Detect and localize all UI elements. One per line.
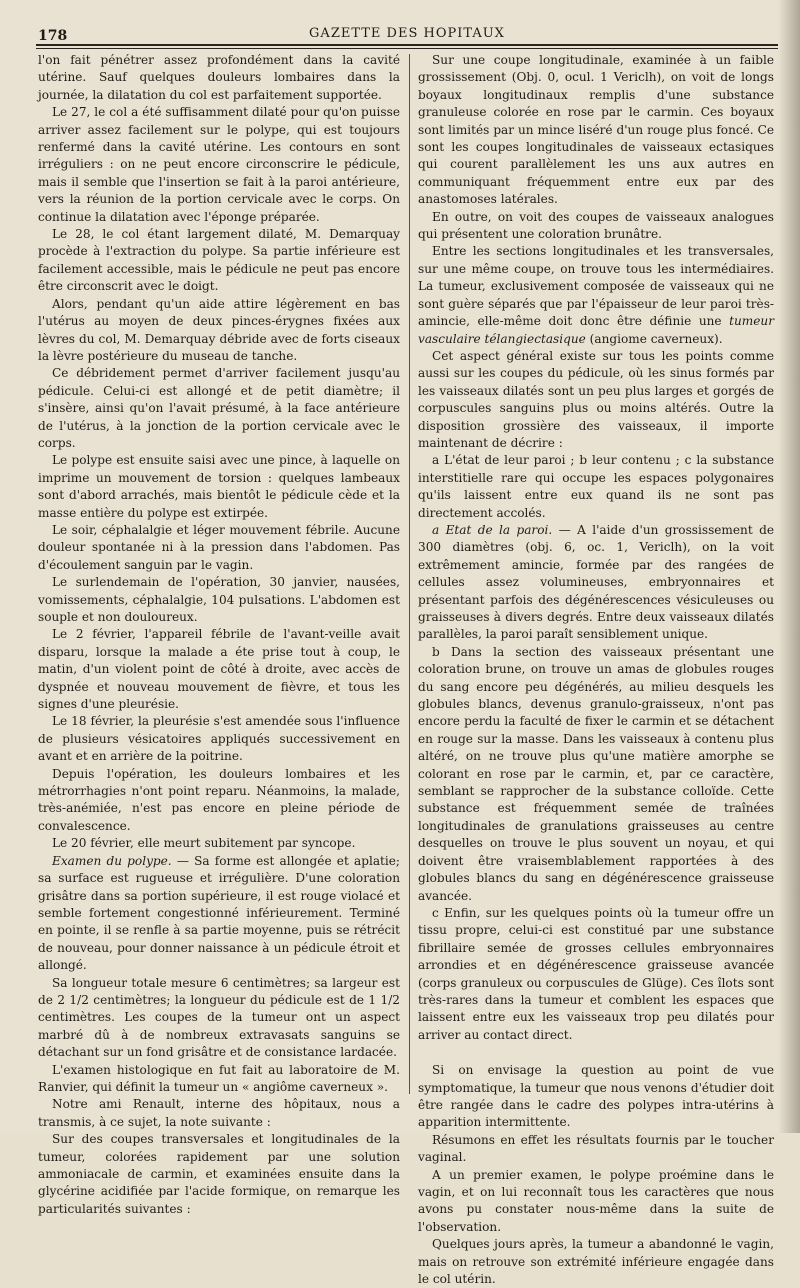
paragraph bbox=[418, 452, 774, 522]
paragraph bbox=[38, 522, 400, 574]
paragraph bbox=[38, 766, 400, 836]
paragraph bbox=[38, 835, 400, 852]
paragraph-text: Sur une coupe longitudinale, examinée à un faible grossissement (Obj. 0, ocul. 1 Vericlh), on voit de longs boyaux longitudinaux remplis d'une substance granuleuse colorée en rose par le carmin. Ces boyaux sont limités par un mince liséré d'un rouge plus foncé. Ce sont les coupes longitudinales de vaisseaux ectasiques qui courent parallèlement les uns aux autres en communiquant fréquemment entre eux par des anastomoses latérales. bbox=[418, 53, 774, 207]
paragraph-text: c Enfin, sur les quelques points où la tumeur offre un tissu propre, celui-ci est constitué par une substance fibrillaire semée de grosses cellules embryonnaires arrondies et en dégénérescence graisseuse avancée (corps granuleux ou corpuscules de Glüge). Ces îlots sont très-rares dans la tumeur et comblent les espaces que laissent entre eux les vaisseaux trop peu dilatés pour arriver au contact direct. bbox=[418, 905, 774, 1042]
paragraph bbox=[418, 1132, 774, 1167]
paragraph bbox=[38, 226, 400, 296]
paragraph bbox=[38, 52, 400, 104]
paragraph bbox=[38, 713, 400, 765]
header-rule bbox=[36, 44, 778, 46]
paragraph-text: Alors, pendant qu'un aide attire légèrement en bas l'utérus au moyen de deux pinces-érygnes fixées aux lèvres du col, M. Demarquay débride avec de forts ciseaux la lèvre postérieure du museau de tanche. bbox=[38, 296, 400, 363]
paragraph bbox=[418, 1236, 774, 1288]
paragraph-text: Le 2 février, l'appareil fébrile de l'avant-veille avait disparu, lorsque la malade a éte prise tout à coup, le matin, d'un violent point de côté à droite, avec accès de dyspnée et nouveau mouvement de fièvre, et tous les signes d'une pleurésie. bbox=[38, 627, 400, 712]
emphasis-term: tumeur vasculaire télangiectasique bbox=[418, 314, 774, 346]
paragraph bbox=[38, 104, 400, 226]
paragraph bbox=[38, 1062, 400, 1097]
paragraph-text: Le surlendemain de l'opération, 30 janvier, nausées, vomissements, céphalalgie, 104 pulsations. L'abdomen est souple et non douloureux. bbox=[38, 575, 400, 624]
paragraph-text: Si on envisage la question au point de vue symptomatique, la tumeur que nous venons d'étudier doit être rangée dans le cadre des polypes intra-utérins à apparition intermittente. bbox=[418, 1063, 774, 1130]
paragraph bbox=[38, 1131, 400, 1218]
paragraph bbox=[38, 626, 400, 713]
paragraph-text: En outre, on voit des coupes de vaisseaux analogues qui présentent une coloration brunâtre. bbox=[418, 209, 774, 242]
running-header bbox=[36, 20, 778, 42]
paragraph bbox=[418, 209, 774, 244]
paragraph-text: Depuis l'opération, les douleurs lombaires et les métrorrhagies n'ont point reparu. Néanmoins, la malade, très-anémiée, n'est pas encore en pleine période de convalescence. bbox=[38, 766, 400, 833]
paragraph-text: Le 28, le col étant largement dilaté, M. Demarquay procède à l'extraction du polype. Sa partie inférieure est facilement accessible, mais le pédicule ne peut pas encore être circonscrit avec le doigt. bbox=[38, 227, 400, 294]
paragraph-text: Le 27, le col a été suffisamment dilaté pour qu'on puisse arriver assez facilement sur le polype, qui est toujours renfermé dans la cavité utérine. Les contours en sont irréguliers : on ne peut encore circonscrire le pédicule, mais il semble que l'insertion se fait à la paroi antérieure, vers la réunion de la portion cervicale avec le corps. On continue la dilatation avec l'éponge préparée. bbox=[38, 105, 400, 224]
paragraph bbox=[38, 452, 400, 522]
paragraph-text: Entre les sections longitudinales et les transversales, sur une même coupe, on trouve tous les intermédiaires. La tumeur, exclusivement composée de vaisseaux qui ne sont guère séparés que par l'épaisseur de leur paroi très-amincie, elle-même doit donc être définie une bbox=[418, 244, 774, 329]
paragraph-text: Résumons en effet les résultats fournis par le toucher vaginal. bbox=[418, 1132, 774, 1165]
paragraph-text: a L'état de leur paroi ; b leur contenu ; c la substance interstitielle rare qui occupe les espaces polygonaires qu'ils laissent entre eux quand ils ne sont pas directement accolés. bbox=[418, 453, 774, 520]
paragraph bbox=[418, 52, 774, 209]
page-edge-shadow bbox=[778, 0, 800, 1133]
paragraph-text: Sur des coupes transversales et longitudinales de la tumeur, colorées rapidement par une solution ammoniacale de carmin, et examinées ensuite dans la glycérine acidifiée par l'acide formique, on remarque les particularités suivantes : bbox=[38, 1132, 400, 1216]
paragraph bbox=[418, 644, 774, 905]
publication-title: GAZETTE DES HOPITAUX bbox=[309, 26, 505, 41]
paragraph-text: Sa longueur totale mesure 6 centimètres; sa largeur est de 2 1/2 centimètres; la longueur du pédicule est de 1 1/2 centimètres. Les coupes de la tumeur ont un aspect marbré dû à de nombreux extravasats sanguins se détachant sur un fond grisâtre et de consistance lardacée. bbox=[38, 975, 400, 1060]
paragraph bbox=[38, 574, 400, 626]
column-divider bbox=[409, 54, 410, 1094]
paragraph-text: A un premier examen, le polype proémine dans le vagin, et on lui reconnaît tous les caractères que nous avons pu constater nous-même dans la suite de l'observation. bbox=[418, 1167, 774, 1234]
paragraph-text: Le 18 février, la pleurésie s'est amendée sous l'influence de plusieurs vésicatoires appliqués successivement en avant et en arrière de la poitrine. bbox=[38, 714, 400, 764]
paragraph-text: Le polype est ensuite saisi avec une pince, à laquelle on imprime un mouvement de torsion : quelques lambeaux sont d'abord arrachés, mais bientôt le pédicule cède et la masse entière du polype est extirpée. bbox=[38, 453, 400, 520]
left-column bbox=[38, 52, 400, 1218]
paragraph-text: Cet aspect général existe sur tous les points comme aussi sur les coupes du pédicule, où les sinus formés par les vaisseaux dilatés sont un peu plus larges et gorgés de corpuscules sanguins plus ou moins altérés. Outre la disposition grossière des vaisseaux, il importe maintenant de décrire : bbox=[418, 348, 774, 450]
paragraph-text: Quelques jours après, la tumeur a abandonné le vagin, mais on retrouve son extrémité inférieure engagée dans le col utérin. bbox=[418, 1237, 774, 1287]
paragraph-text: Notre ami Renault, interne des hôpitaux, nous a transmis, à ce sujet, la note suivante : bbox=[38, 1097, 400, 1129]
paragraph bbox=[38, 853, 400, 975]
paragraph bbox=[418, 1167, 774, 1237]
paragraph bbox=[418, 905, 774, 1044]
paragraph bbox=[38, 975, 400, 1062]
paragraph-text: — Sa forme est allongée et aplatie; sa surface est rugueuse et irrégulière. D'une coloration grisâtre dans sa portion supérieure, il est rouge violacé et semble fortement congestionné inférieurement. Terminé en pointe, il se renfle à sa partie moyenne, puis se rétrécit de nouveau, pour donner naissance à un pédicule étroit et allongé. bbox=[38, 853, 400, 973]
right-column bbox=[418, 52, 774, 1288]
paragraph-text: l'on fait pénétrer assez profondément dans la cavité utérine. Sauf quelques douleurs lombaires dans la journée, la dilatation du col est parfaitement supportée. bbox=[38, 53, 400, 102]
paragraph-text: Le 20 février, elle meurt subitement par syncope. bbox=[52, 836, 356, 851]
paragraph-text: Le soir, céphalalgie et léger mouvement fébrile. Aucune douleur spontanée ni à la pression dans l'abdomen. Pas d'écoulement sanguin par le vagin. bbox=[38, 522, 400, 572]
paragraph bbox=[418, 243, 774, 347]
header-rule-thin bbox=[36, 48, 778, 49]
paragraph bbox=[418, 348, 774, 452]
paragraph bbox=[418, 522, 774, 644]
section-lead: Examen du polype. bbox=[52, 853, 172, 868]
paragraph-tail: (angiome caverneux). bbox=[585, 331, 723, 346]
page-number: 178 bbox=[38, 28, 68, 44]
paragraph bbox=[38, 296, 400, 366]
paragraph bbox=[38, 1096, 400, 1131]
paragraph-text: — A l'aide d'un grossissement de 300 diamètres (obj. 6, oc. 1, Vericlh), on la voit extrêmement amincie, formée par des rangées de cellules assez volumineuses, embryonnaires et présentant parfois des dégénérescences vésiculeuses ou graisseuses à divers degrés. Entre deux vaisseaux dilatés parallèles, la paroi paraît sensiblement unique. bbox=[418, 522, 774, 642]
paragraph bbox=[418, 1062, 774, 1132]
paragraph-text: b Dans la section des vaisseaux présentant une coloration brune, on trouve un amas de globules rouges du sang encore peu dégénérés, au milieu desquels les globules blancs, devenus granulo-graisseux, n'ont pas encore perdu la faculté de fixer le carmin et se détachent en rouge sur la masse. Dans les vaisseaux à contenu plus altéré, on ne trouve plus qu'une matière amorphe se colorant en rose par le carmin, et, par ce caractère, semblant se rapprocher de la substance colloïde. Cette substance est fréquemment semée de traînées longitudinales de granulations graisseuses au centre desquelles on trouve le plus souvent un noyau, et qui doivent être vraisemblablement rapportées à des globules blancs du sang en dégénérescence graisseuse avancée. bbox=[418, 644, 774, 903]
paragraph-text: L'examen histologique en fut fait au laboratoire de M. Ranvier, qui définit la tumeur un « angiôme caverneux ». bbox=[38, 1062, 400, 1094]
paragraph-text: Ce débridement permet d'arriver facilement jusqu'au pédicule. Celui-ci est allongé et de petit diamètre; il s'insère, ainsi qu'on l'avait présumé, à la face antérieure de l'utérus, à la jonction de la portion cervicale avec le corps. bbox=[38, 366, 400, 450]
section-lead: a Etat de la paroi. bbox=[432, 522, 553, 537]
paragraph bbox=[38, 365, 400, 452]
